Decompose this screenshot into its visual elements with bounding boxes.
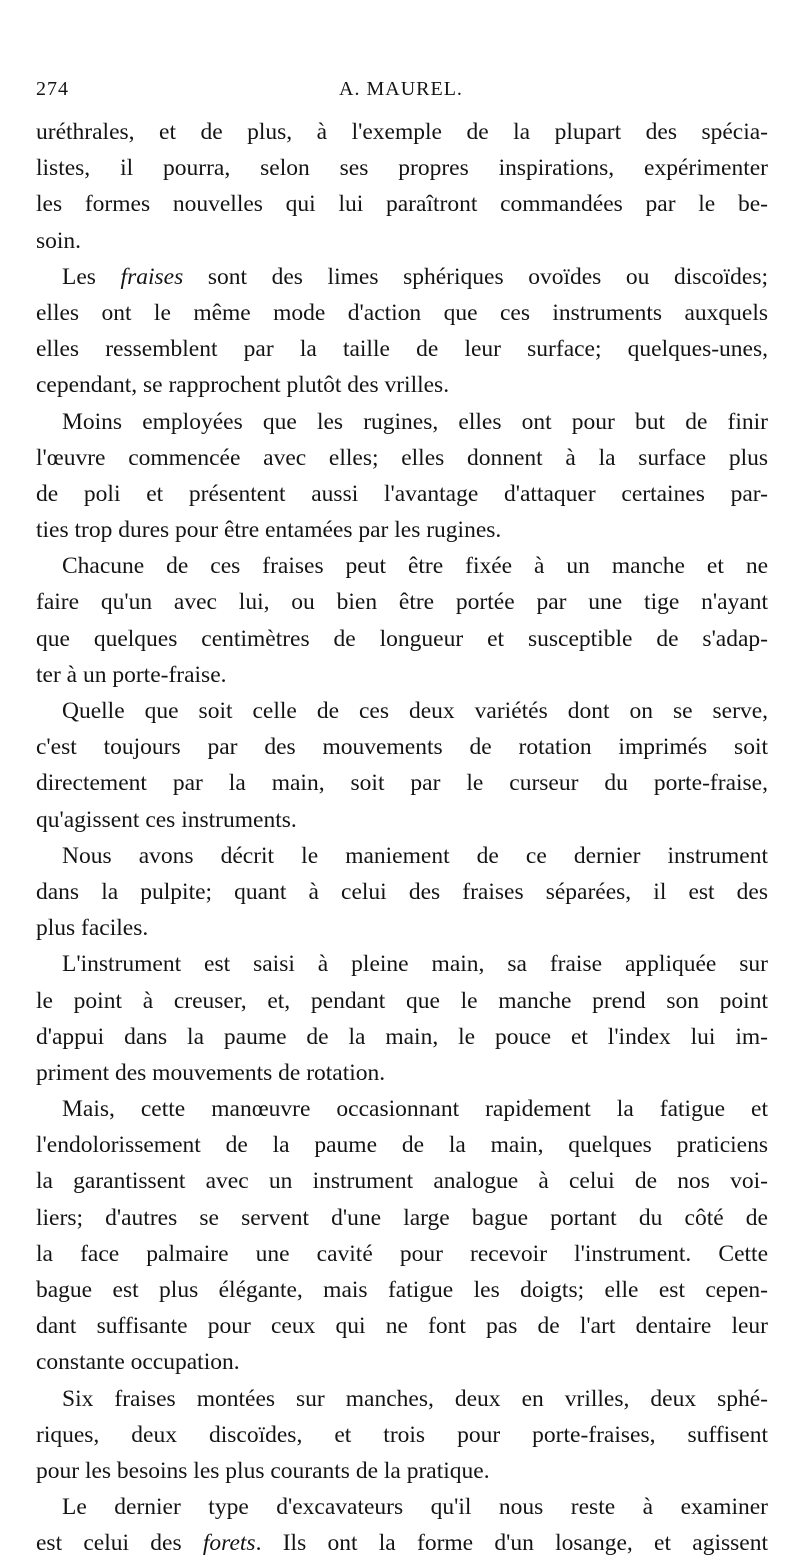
- text-line: Nous avons décrit le maniement de ce dernier instrument: [62, 842, 768, 869]
- text-line: Chacune de ces fraises peut être fixée à un manche et ne: [62, 553, 768, 580]
- text-line: elles ont le même mode d'action que ces instruments auxquels: [36, 299, 768, 326]
- text-line: [36, 259, 768, 295]
- text-line: Mais, cette manœuvre occasionnant rapidement la fatigue et: [62, 1096, 768, 1123]
- text-line: le point à creuser, et, pendant que le manche prend son point: [36, 987, 768, 1014]
- text-segment: sont des limes sphériques ovoïdes ou discoïdes;: [183, 263, 768, 290]
- running-title: A. MAUREL.: [339, 78, 463, 100]
- text-line: l'endolorissement de la paume de la main, quelques praticiens: [36, 1132, 768, 1159]
- text-line: uréthrales, et de plus, à l'exemple de la plupart des spécia-: [36, 119, 768, 145]
- text-line: constante occupation.: [36, 1349, 240, 1376]
- italic-term: forets: [202, 1530, 256, 1557]
- text-segment: . Ils ont la forme d'un losange, et agissent: [255, 1530, 768, 1557]
- text-line: faire qu'un avec lui, ou bien être portée par une tige n'ayant: [36, 589, 768, 616]
- text-segment: Les: [62, 263, 121, 290]
- text-line: riques, deux discoïdes, et trois pour porte-fraises, suffisent: [36, 1421, 768, 1448]
- text-line: liers; d'autres se servent d'une large bague portant du côté de: [36, 1204, 768, 1231]
- text-line: bague est plus élégante, mais fatigue les doigts; elle est cepen-: [36, 1277, 768, 1303]
- text-line: Moins employées que les rugines, elles ont pour but de finir: [62, 408, 768, 435]
- text-line: [36, 1525, 768, 1561]
- text-line: Quelle que soit celle de ces deux variétés dont on se serve,: [62, 698, 768, 724]
- text-line: ties trop dures pour être entamées par les rugines.: [36, 517, 502, 544]
- text-line: d'appui dans la paume de la main, le pouce et l'index lui im-: [36, 1023, 768, 1050]
- text-line: elles ressemblent par la taille de leur surface; quelques-unes,: [36, 336, 768, 363]
- text-line: priment des mouvements de rotation.: [36, 1059, 386, 1086]
- text-line: Le dernier type d'excavateurs qu'il nous reste à examiner: [62, 1494, 768, 1521]
- text-line: Six fraises montées sur manches, deux en vrilles, deux sphé-: [62, 1385, 768, 1412]
- text-line: ter à un porte-fraise.: [36, 661, 227, 688]
- text-line: dant suffisante pour ceux qui ne font pas de l'art dentaire leur: [36, 1313, 768, 1340]
- text-line: les formes nouvelles qui lui paraîtront commandées par le be-: [36, 191, 768, 218]
- text-segment: est celui des: [36, 1530, 203, 1557]
- text-line: soin.: [36, 227, 82, 254]
- text-line: directement par la main, soit par le curseur du porte-fraise,: [36, 770, 768, 797]
- text-line: la face palmaire une cavité pour recevoir l'instrument. Cette: [36, 1240, 768, 1267]
- text-line: listes, il pourra, selon ses propres inspirations, expérimenter: [36, 155, 768, 182]
- text-line: L'instrument est saisi à pleine main, sa fraise appliquée sur: [62, 951, 768, 978]
- running-head: [36, 78, 766, 104]
- text-line: dans la pulpite; quant à celui des fraises séparées, il est des: [36, 878, 768, 905]
- text-line: la garantissent avec un instrument analogue à celui de nos voi-: [36, 1168, 768, 1195]
- page-number: 274: [36, 78, 69, 100]
- text-line: pour les besoins les plus courants de la pratique.: [36, 1457, 490, 1484]
- body-text: [36, 114, 768, 1562]
- text-line: c'est toujours par des mouvements de rotation imprimés soit: [36, 734, 768, 761]
- text-line: l'œuvre commencée avec elles; elles donnent à la surface plus: [36, 444, 768, 471]
- text-line: cependant, se rapprochent plutôt des vrilles.: [36, 372, 450, 399]
- italic-term: fraises: [120, 263, 184, 290]
- text-line: qu'agissent ces instruments.: [36, 806, 297, 833]
- text-line: plus faciles.: [36, 915, 149, 942]
- text-line: de poli et présentent aussi l'avantage d'attaquer certaines par-: [36, 480, 768, 507]
- text-line: que quelques centimètres de longueur et susceptible de s'adap-: [36, 625, 768, 652]
